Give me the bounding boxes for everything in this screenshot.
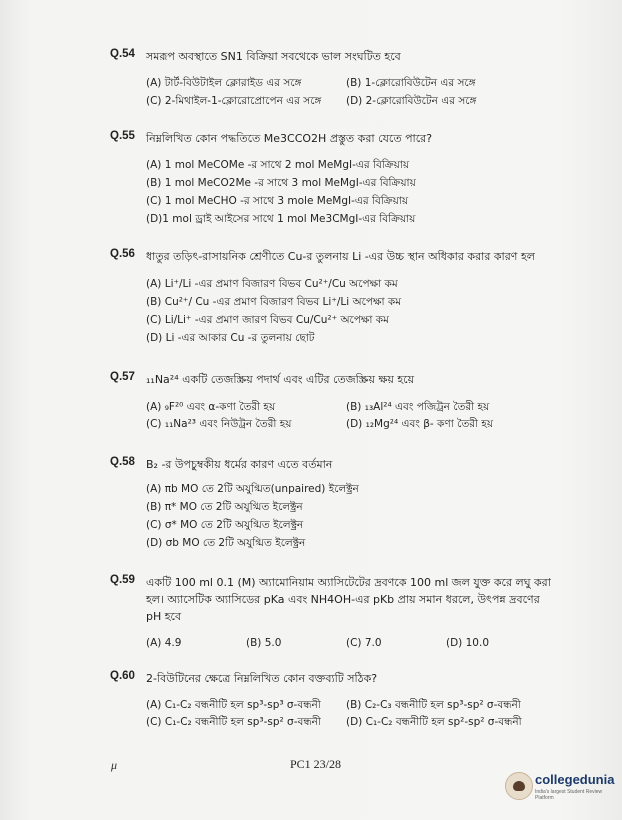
option-c: (C) C₁-C₂ বন্ধনীটি হল sp³-sp² σ-বন্ধনী [146,716,321,728]
question-stem: 2-বিউটিনের ক্ষেত্রে নিম্নলিখিত কোন বক্তব্যটি সঠিক? [146,672,378,685]
option-c: (C) 7.0 [346,637,382,649]
stem-line: একটি 100 ml 0.1 (M) অ্যামোনিয়াম অ্যাসিটেটের দ্রবণকে 100 ml জল যুক্ত করে লঘু করা [146,576,551,589]
question-number: Q.60 [110,670,135,682]
logo-tagline: India's largest Student Review Platform [535,789,603,801]
logo-name: collegedunia [535,772,615,787]
option-b: (B) 1 mol MeCO2Me -র সাথে 3 mol MeMgI-এর বিক্রিয়ায় [146,177,416,189]
option-b: (B) 5.0 [246,637,282,649]
option-c: (C) 1 mol MeCHO -র সাথে 3 mole MeMgI-এর বিক্রিয়ায় [146,195,409,207]
option-b: (B) π* MO তে 2টি অযুগ্মিত ইলেক্ট্রন [146,501,303,513]
option-d: (D) ₁₂Mg²⁴ এবং β- কণা তৈরী হয় [346,418,494,430]
question-number: Q.55 [110,130,135,142]
option-c: (C) σ* MO তে 2টি অযুগ্মিত ইলেক্ট্রন [146,519,304,531]
question-number: Q.59 [110,574,135,586]
mascot-icon [505,772,533,800]
option-d: (D)1 mol ড্রাই আইসের সাথে 1 mol Me3CMgI-এর বিক্রিয়ায় [146,213,416,225]
option-a: (A) C₁-C₂ বন্ধনীটি হল sp³-sp³ σ-বন্ধনী [146,699,321,711]
option-d: (D) 2-ক্লোরোবিউটেন এর সঙ্গে [346,95,477,107]
option-d: (D) Li -এর আকার Cu -র তুলনায় ছোট [146,332,315,344]
option-b: (B) C₂-C₃ বন্ধনীটি হল sp³-sp² σ-বন্ধনী [346,699,521,711]
option-d: (D) σb MO তে 2টি অযুগ্মিত ইলেক্ট্রন [146,537,306,549]
question-number: Q.58 [110,456,135,468]
option-a: (A) টার্ট-বিউটাইল ক্লোরাইড এর সঙ্গে [146,77,302,89]
stem-line: pH হবে [146,610,182,623]
question-stem: নিম্নলিখিত কোন পদ্ধতিতে Me3CCO2H প্রস্তুত করা যেতে পারে? [146,132,433,145]
option-a: (A) ₉F²⁰ এবং α-কণা তৈরী হয় [146,401,276,413]
question-stem: সমরূপ অবস্থাতে SN1 বিক্রিয়া সবথেকে ভাল সংঘটিত হবে [146,50,401,63]
option-d: (D) C₁-C₂ বন্ধনীটি হল sp²-sp² σ-বন্ধনী [346,716,522,728]
collegedunia-logo[interactable] [505,770,619,802]
option-c: (C) Li/Li⁺ -এর প্রমাণ জারণ বিভব Cu/Cu²⁺ অপেক্ষা কম [146,314,389,326]
question-stem: B₂ -র উপচুম্বকীয় ধর্মের কারণ এতে বর্তমান [146,458,333,471]
question-stem: ₁₁Na²⁴ একটি তেজস্ক্রিয় পদার্থ এবং এটির তেজস্ক্রিয় ক্ষয় হয়ে [146,373,415,386]
option-a: (A) πb MO তে 2টি অযুগ্মিত(unpaired) ইলেক্ট্রন [146,483,359,495]
question-number: Q.54 [110,48,135,60]
question-number: Q.56 [110,248,135,260]
option-a: (A) 1 mol MeCOMe -র সাথে 2 mol MeMgI-এর বিক্রিয়ায় [146,159,410,171]
footer-mark: μ [111,758,118,772]
stem-line: হল। অ্যাসেটিক অ্যাসিডের pKa এবং NH4OH-এর pKb প্রায় সমান ধরলে, উৎপন্ন দ্রবণের [146,593,540,606]
option-c: (C) 2-মিথাইল-1-ক্লোরোপ্রোপেন এর সঙ্গে [146,95,322,107]
option-a: (A) 4.9 [146,637,182,649]
option-d: (D) 10.0 [446,637,489,649]
question-stem: ধাতুর তড়িৎ-রাসায়নিক শ্রেণীতে Cu-র তুলনায় Li -এর উচ্চ স্থান অধিকার করার কারণ হল [146,250,535,263]
option-b: (B) 1-ক্লোরোবিউটেন এর সঙ্গে [346,77,476,89]
page-number: PC1 23/28 [290,757,342,771]
option-b: (B) ₁₃Al²⁴ এবং পজিট্রন তৈরী হয় [346,401,490,413]
option-b: (B) Cu²⁺/ Cu -এর প্রমাণ বিজারণ বিভব Li⁺/Li অপেক্ষা কম [146,296,402,308]
option-a: (A) Li⁺/Li -এর প্রমাণ বিজারণ বিভব Cu²⁺/Cu অপেক্ষা কম [146,278,398,290]
question-stem [146,574,600,625]
question-number: Q.57 [110,371,135,383]
option-c: (C) ₁₁Na²³ এবং নিউট্রন তৈরী হয় [146,418,292,430]
